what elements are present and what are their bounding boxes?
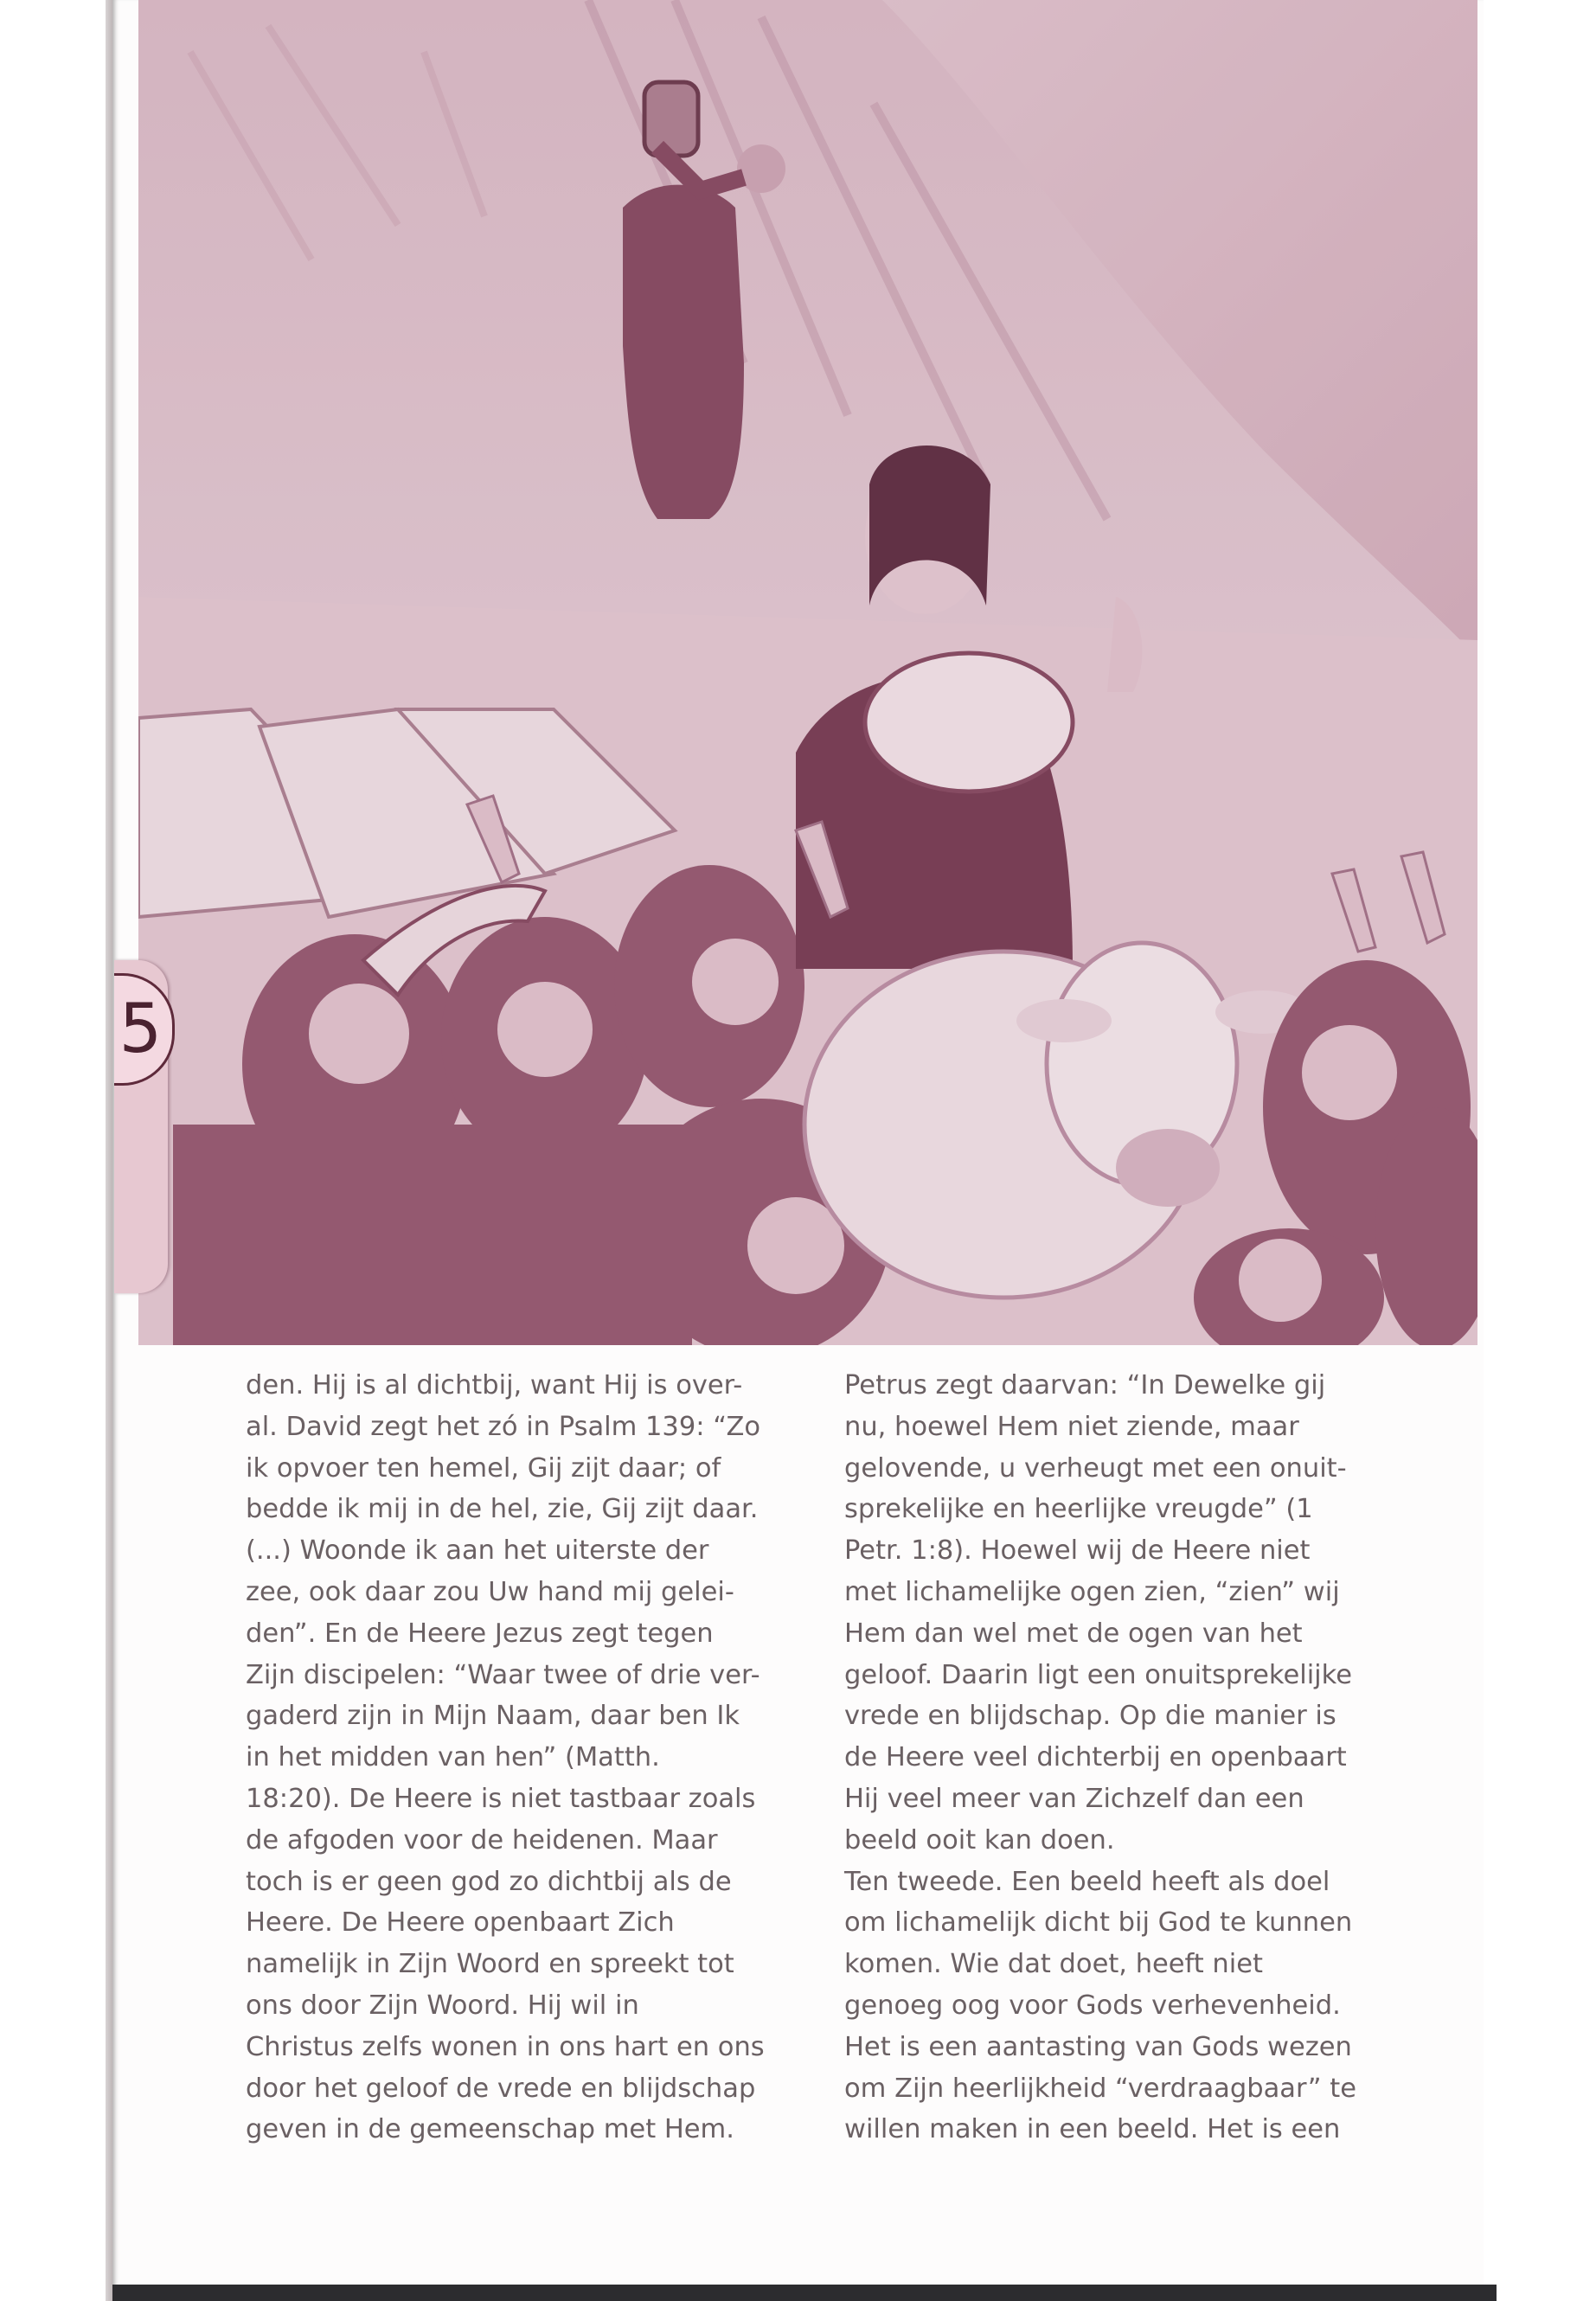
text-line: door het geloof de vrede en blijdschap [246, 2073, 756, 2104]
text-line: nu, hoewel Hem niet ziende, maar [844, 1411, 1299, 1442]
text-line: Petr. 1:8). Hoewel wij de Heere niet [844, 1535, 1311, 1567]
right-text-column [844, 1365, 1398, 2150]
text-line: al. David zegt het zó in Psalm 139: “Zo [246, 1411, 761, 1442]
text-line: genoeg oog voor Gods verhevenheid. [844, 1990, 1341, 2021]
text-line: namelijk in Zijn Woord en spreekt tot [246, 1949, 734, 1980]
text-line: sprekelijke en heerlijke vreugde” (1 [844, 1494, 1313, 1525]
text-line: toch is er geen god zo dichtbij als de [246, 1866, 732, 1897]
text-line: Zijn discipelen: “Waar twee of drie ver- [246, 1659, 760, 1690]
text-line: in het midden van hen” (Matth. [246, 1742, 660, 1773]
text-line: beeld ooit kan doen. [844, 1824, 1115, 1856]
text-line: Christus zelfs wonen in ons hart en ons [246, 2031, 765, 2062]
text-line: Petrus zegt daarvan: “In Dewelke gij [844, 1370, 1326, 1400]
text-line: met lichamelijke ogen zien, “zien” wij [844, 1576, 1340, 1607]
text-line: gelovende, u verheugt met een onuit- [844, 1452, 1347, 1484]
illustration-moses-golden-calf [138, 0, 1477, 1345]
text-line: zee, ook daar zou Uw hand mij gelei- [246, 1576, 734, 1607]
text-line: de Heere veel dichterbij en openbaart [844, 1742, 1347, 1773]
page-number: 5 [114, 973, 175, 1086]
text-line: de afgoden voor de heidenen. Maar [246, 1824, 718, 1856]
text-line: den. Hij is al dichtbij, want Hij is over- [246, 1370, 743, 1400]
page-bottom-edge [112, 2285, 1497, 2301]
text-line: ik opvoer ten hemel, Gij zijt daar; of [246, 1452, 721, 1484]
text-line: Het is een aantasting van Gods wezen [844, 2031, 1352, 2062]
text-line: komen. Wie dat doet, heeft niet [844, 1949, 1263, 1980]
text-line: geloof. Daarin ligt een onuitsprekelijke [844, 1659, 1352, 1690]
text-line: Hem dan wel met de ogen van het [844, 1618, 1303, 1649]
text-line: Heere. De Heere openbaart Zich [246, 1907, 675, 1939]
text-line: (...) Woonde ik aan het uiterste der [246, 1535, 709, 1567]
text-line: om Zijn heerlijkheid “verdraagbaar” te [844, 2073, 1356, 2104]
text-line: 18:20). De Heere is niet tastbaar zoals [246, 1783, 756, 1814]
text-line: ons door Zijn Woord. Hij wil in [246, 1990, 639, 2021]
text-line: om lichamelijk dicht bij God te kunnen [844, 1907, 1353, 1939]
text-line: bedde ik mij in de hel, zie, Gij zijt daar. [246, 1494, 759, 1525]
text-line: vrede en blijdschap. Op die manier is [844, 1701, 1336, 1732]
text-line: Hij veel meer van Zichzelf dan een [844, 1783, 1304, 1814]
text-line: willen maken in een beeld. Het is een [844, 2114, 1341, 2145]
text-line: den”. En de Heere Jezus zegt tegen [246, 1618, 714, 1649]
left-text-column [246, 1365, 799, 2150]
text-line: Ten tweede. Een beeld heeft als doel [844, 1866, 1330, 1897]
text-line: geven in de gemeenschap met Hem. [246, 2114, 734, 2145]
text-line: gaderd zijn in Mijn Naam, daar ben Ik [246, 1701, 740, 1732]
